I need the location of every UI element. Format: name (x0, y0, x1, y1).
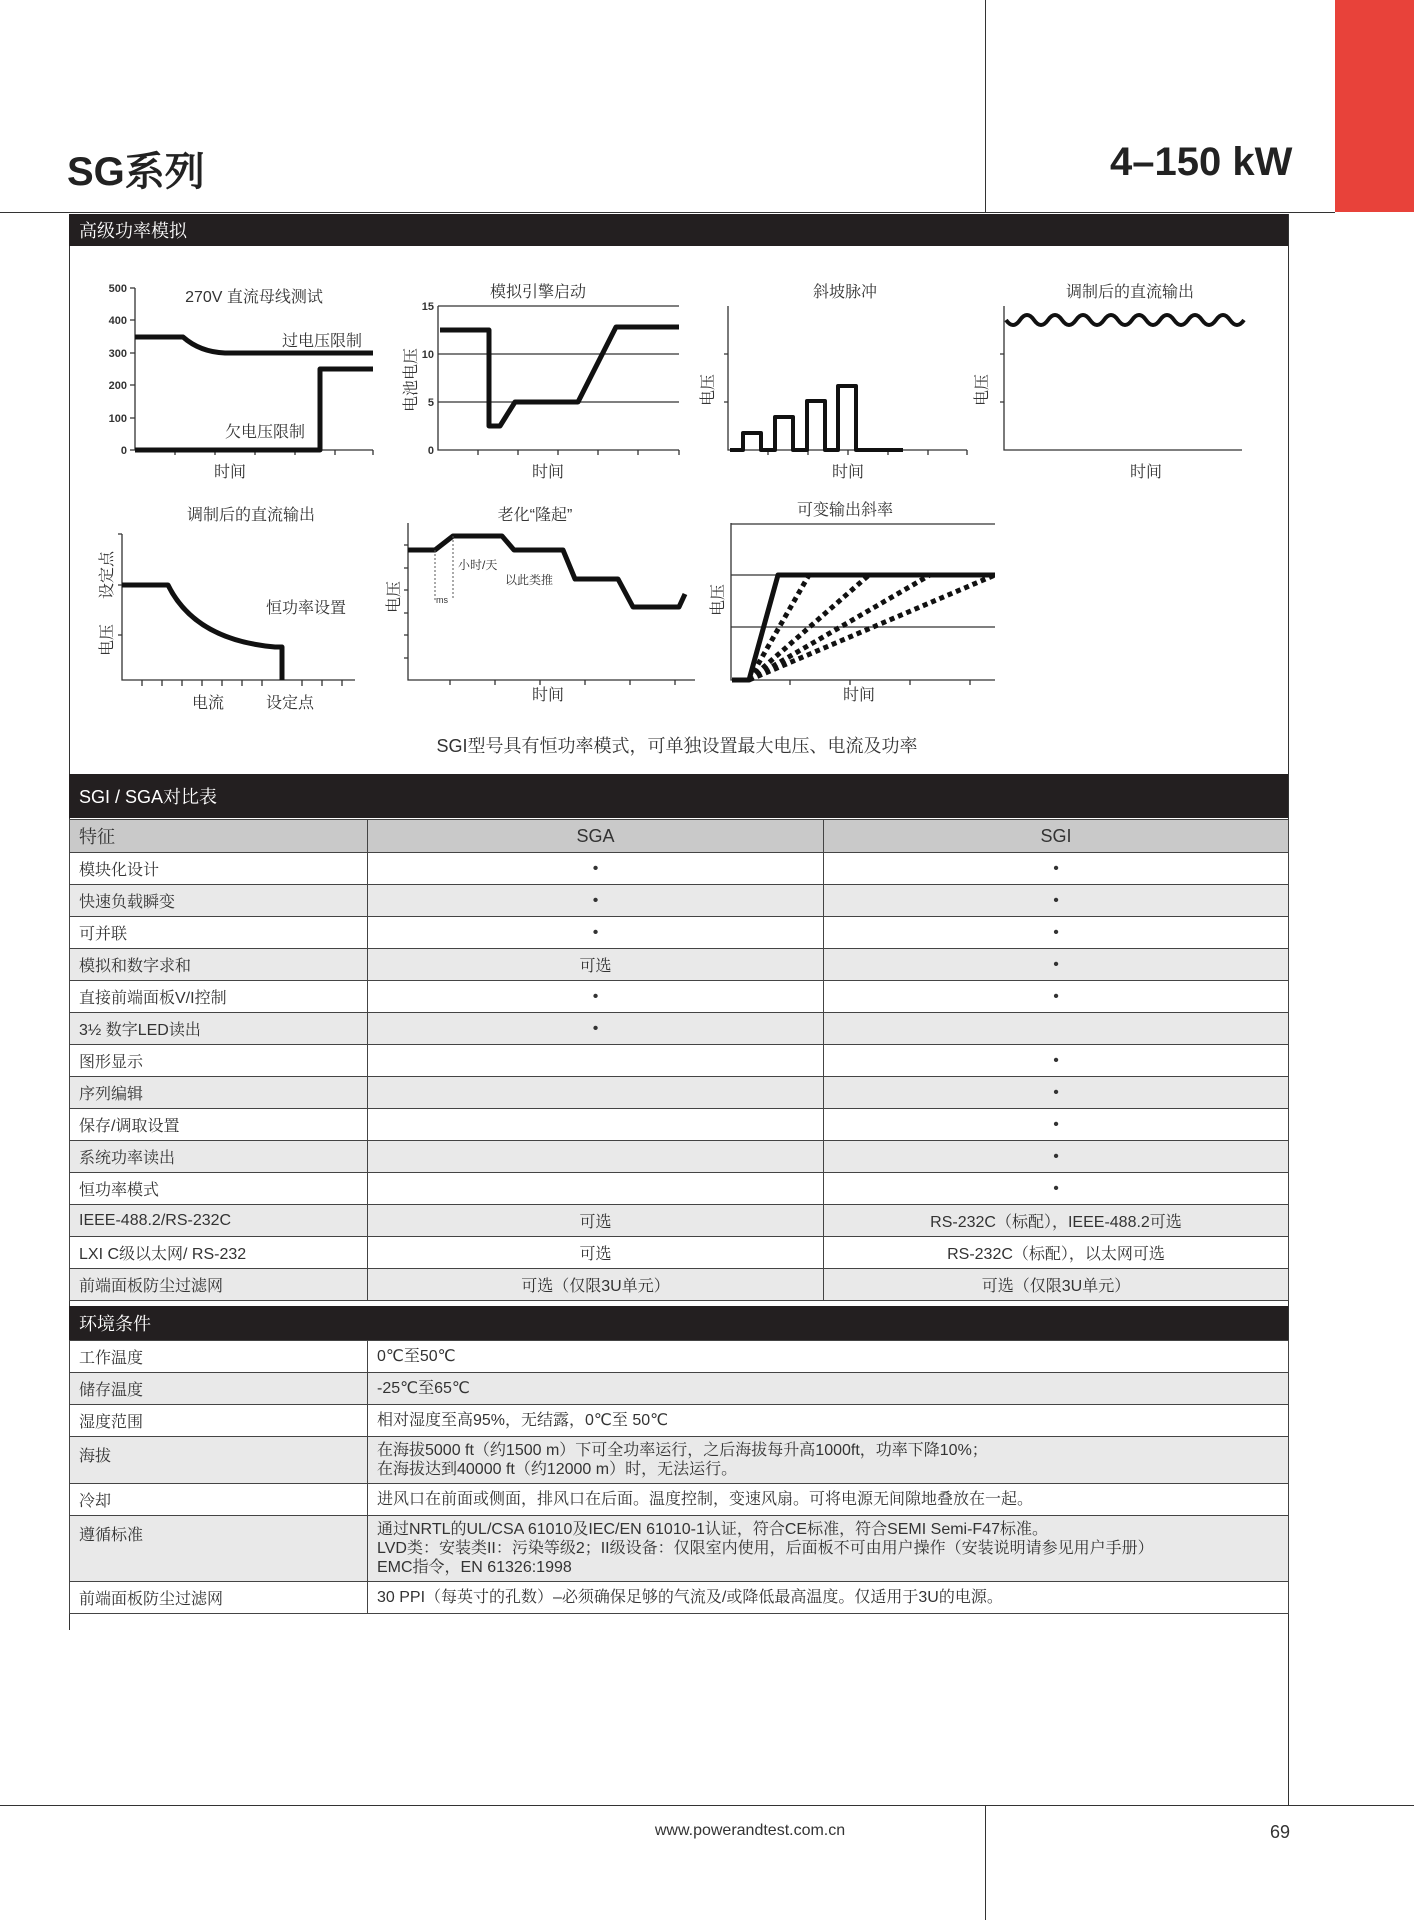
env-label: 工作温度 (70, 1341, 368, 1373)
table-row (70, 1237, 1289, 1269)
compare-table (69, 819, 1289, 1301)
sga-cell: • (368, 917, 824, 949)
chart7-ylabel: 电压 (710, 583, 727, 617)
chart1-title: 270V 直流母线测试 (185, 289, 323, 306)
env-value (368, 1516, 1289, 1582)
sgi-cell: RS-232C（标配），IEEE-488.2可选 (824, 1205, 1289, 1237)
env-value-line: 在海拔达到40000 ft（约12000 m）时，无法运行。 (377, 1461, 738, 1478)
env-value-line: 在海拔5000 ft（约1500 m）下可全功率运行，之后海拔每升高1000ft，功率下降10%； (377, 1442, 988, 1459)
section-title: 高级功率模拟 (79, 221, 187, 241)
table-row (70, 1141, 1289, 1173)
env-value-line: 相对湿度至高95%，无结露，0℃至 50℃ (377, 1412, 669, 1429)
sgi-cell: 可选（仅限3U单元） (824, 1269, 1289, 1301)
footer-divider (0, 1805, 1414, 1806)
sga-cell (368, 1045, 824, 1077)
sgi-cell: • (824, 1077, 1289, 1109)
chart4-title: 调制后的直流输出 (1065, 284, 1195, 301)
chart5-ylabel: 电压 (99, 623, 116, 657)
sgi-cell: • (824, 885, 1289, 917)
env-value-line: 进风口在前面或侧面，排风口在后面。温度控制，变速风扇。可将电源无间隙地叠放在一起。 (377, 1491, 1034, 1508)
env-label: 湿度范围 (70, 1405, 368, 1437)
tick-label: 10 (421, 349, 434, 361)
chart6-annotation: ms (436, 595, 448, 605)
table-row (70, 1437, 1289, 1484)
env-label: 前端面板防尘过滤网 (70, 1582, 368, 1614)
sgi-cell: • (824, 853, 1289, 885)
chart5-xlabel-right: 设定点 (265, 695, 315, 712)
chart5-title: 调制后的直流输出 (186, 507, 316, 524)
feature-cell: 前端面板防尘过滤网 (70, 1269, 368, 1301)
chart7-title: 可变输出斜率 (796, 502, 894, 519)
section-title: SGI / SGA对比表 (79, 787, 218, 807)
table-row (70, 1013, 1289, 1045)
env-value-line: EMC指令，EN 61326:1998 (377, 1559, 572, 1576)
env-value-line: 30 PPI（每英寸的孔数）–必须确保足够的气流及/或降低最高温度。仅适用于3U的电源。 (377, 1589, 1003, 1606)
table-row (70, 917, 1289, 949)
sgi-cell: • (824, 1109, 1289, 1141)
section-title: 环境条件 (79, 1314, 151, 1334)
chart1-overvoltage-label: 过电压限制 (281, 333, 363, 350)
feature-cell: 模块化设计 (70, 853, 368, 885)
table-row (70, 981, 1289, 1013)
env-value-line: LVD类：安装类II：污染等级2；II级设备：仅限室内使用，后面板不可由用户操作（安装说明请参见用户手册） (377, 1540, 1154, 1557)
feature-cell: 模拟和数字求和 (70, 949, 368, 981)
sgi-cell: • (824, 981, 1289, 1013)
env-value (368, 1405, 1289, 1437)
tick-label: 100 (108, 413, 127, 425)
sga-cell: 可选（仅限3U单元） (368, 1269, 824, 1301)
sga-cell: 可选 (368, 949, 824, 981)
env-value (368, 1437, 1289, 1484)
feature-cell: LXI C级以太网/ RS-232 (70, 1237, 368, 1269)
footer-url[interactable]: www.powerandtest.com.cn (654, 1822, 846, 1839)
sga-cell (368, 1173, 824, 1205)
column-header: SGI (824, 820, 1289, 853)
table-header-row (70, 820, 1289, 853)
tick-label: 300 (108, 348, 127, 360)
chart7-xlabel: 时间 (842, 687, 876, 704)
sgi-cell: • (824, 1141, 1289, 1173)
chart5-xlabel-left: 电流 (191, 695, 225, 712)
power-range: 4–150 kW (1110, 140, 1293, 184)
env-label: 海拔 (70, 1437, 368, 1484)
table-row (70, 1484, 1289, 1516)
sga-cell: 可选 (368, 1237, 824, 1269)
sga-cell: 可选 (368, 1205, 824, 1237)
chart6-xlabel: 时间 (531, 687, 565, 704)
chart3-xlabel: 时间 (831, 464, 865, 481)
env-label: 储存温度 (70, 1373, 368, 1405)
feature-cell: 3½ 数字LED读出 (70, 1013, 368, 1045)
page-number: 69 (1270, 1822, 1291, 1842)
chart5-ylabel-top: 设定点 (99, 550, 116, 600)
table-row (70, 853, 1289, 885)
chart6-burnin-line (408, 536, 685, 607)
feature-cell: 快速负载瞬变 (70, 885, 368, 917)
sgi-cell: • (824, 1173, 1289, 1205)
feature-cell: 图形显示 (70, 1045, 368, 1077)
chart2-voltage-line (440, 327, 679, 426)
chart3-ylabel: 电压 (700, 373, 717, 407)
chart5-annotation: 恒功率设置 (265, 600, 347, 617)
chart1-undervoltage-label: 欠电压限制 (224, 424, 306, 441)
table-row (70, 1516, 1289, 1582)
footer-divider (985, 1805, 986, 1920)
feature-cell: 可并联 (70, 917, 368, 949)
chart4-ripple (1006, 315, 1244, 325)
section-header-compare (69, 774, 1288, 818)
chart4-xlabel: 时间 (1129, 464, 1163, 481)
env-value-line: 0℃至50℃ (377, 1348, 456, 1365)
chart2-ylabel: 电池电压 (403, 347, 420, 413)
table-row (70, 1405, 1289, 1437)
feature-cell: 保存/调取设置 (70, 1109, 368, 1141)
table-row (70, 1205, 1289, 1237)
chart1-xlabel: 时间 (213, 464, 247, 481)
column-header: 特征 (70, 820, 368, 853)
feature-cell: IEEE-488.2/RS-232C (70, 1205, 368, 1237)
chart6-ylabel: 电压 (386, 580, 403, 614)
sgi-cell: • (824, 949, 1289, 981)
charts-caption: SGI型号具有恒功率模式，可单独设置最大电压、电流及功率 (436, 736, 918, 756)
section-header-env (69, 1306, 1288, 1340)
chart2-xlabel: 时间 (531, 464, 565, 481)
table-row (70, 1109, 1289, 1141)
table-row (70, 1077, 1289, 1109)
feature-cell: 系统功率读出 (70, 1141, 368, 1173)
chart6-annotation: 小时/天 (458, 558, 498, 572)
table-row (70, 1269, 1289, 1301)
tick-label: 0 (427, 445, 434, 457)
env-value-line: 通过NRTL的UL/CSA 61010及IEC/EN 61010-1认证，符合CE标准，符合SEMI Semi-F47标准。 (377, 1521, 1048, 1538)
sgi-cell: • (824, 1045, 1289, 1077)
table-row (70, 1045, 1289, 1077)
tick-label: 0 (120, 445, 127, 457)
tick-label: 400 (108, 315, 127, 327)
env-value (368, 1341, 1289, 1373)
sga-cell: • (368, 885, 824, 917)
column-header: SGA (368, 820, 824, 853)
chart5-power-curve (122, 585, 282, 680)
sga-cell: • (368, 1013, 824, 1045)
tick-label: 200 (108, 380, 127, 392)
tick-label: 500 (108, 283, 127, 295)
table-row (70, 1373, 1289, 1405)
chart4-ylabel: 电压 (974, 373, 991, 407)
env-label: 冷却 (70, 1484, 368, 1516)
env-value (368, 1582, 1289, 1614)
table-row (70, 1173, 1289, 1205)
sgi-cell: RS-232C（标配），以太网可选 (824, 1237, 1289, 1269)
chart6-annotation: 以此类推 (505, 573, 554, 587)
tick-label: 15 (421, 301, 434, 313)
env-value-line: -25℃至65℃ (377, 1380, 470, 1397)
page-title: SG系列 (67, 150, 205, 194)
env-value (368, 1373, 1289, 1405)
chart6-title: 老化“隆起” (497, 507, 573, 524)
table-row (70, 885, 1289, 917)
sga-cell (368, 1141, 824, 1173)
sga-cell: • (368, 981, 824, 1013)
sga-cell (368, 1077, 824, 1109)
env-value (368, 1484, 1289, 1516)
chart4-axes (1000, 306, 1242, 450)
feature-cell: 直接前端面板V/I控制 (70, 981, 368, 1013)
chart3-pulses (730, 386, 903, 450)
power-simulation-charts (0, 0, 1414, 800)
sga-cell (368, 1109, 824, 1141)
table-row (70, 949, 1289, 981)
sga-cell: • (368, 853, 824, 885)
tick-label: 5 (427, 397, 434, 409)
env-table (69, 1340, 1289, 1614)
env-label: 遵循标准 (70, 1516, 368, 1582)
table-row (70, 1582, 1289, 1614)
sgi-cell: • (824, 917, 1289, 949)
table-row (70, 1341, 1289, 1373)
feature-cell: 序列编辑 (70, 1077, 368, 1109)
chart2-title: 模拟引擎启动 (489, 284, 587, 301)
feature-cell: 恒功率模式 (70, 1173, 368, 1205)
sgi-cell (824, 1013, 1289, 1045)
chart3-title: 斜坡脉冲 (812, 284, 878, 301)
